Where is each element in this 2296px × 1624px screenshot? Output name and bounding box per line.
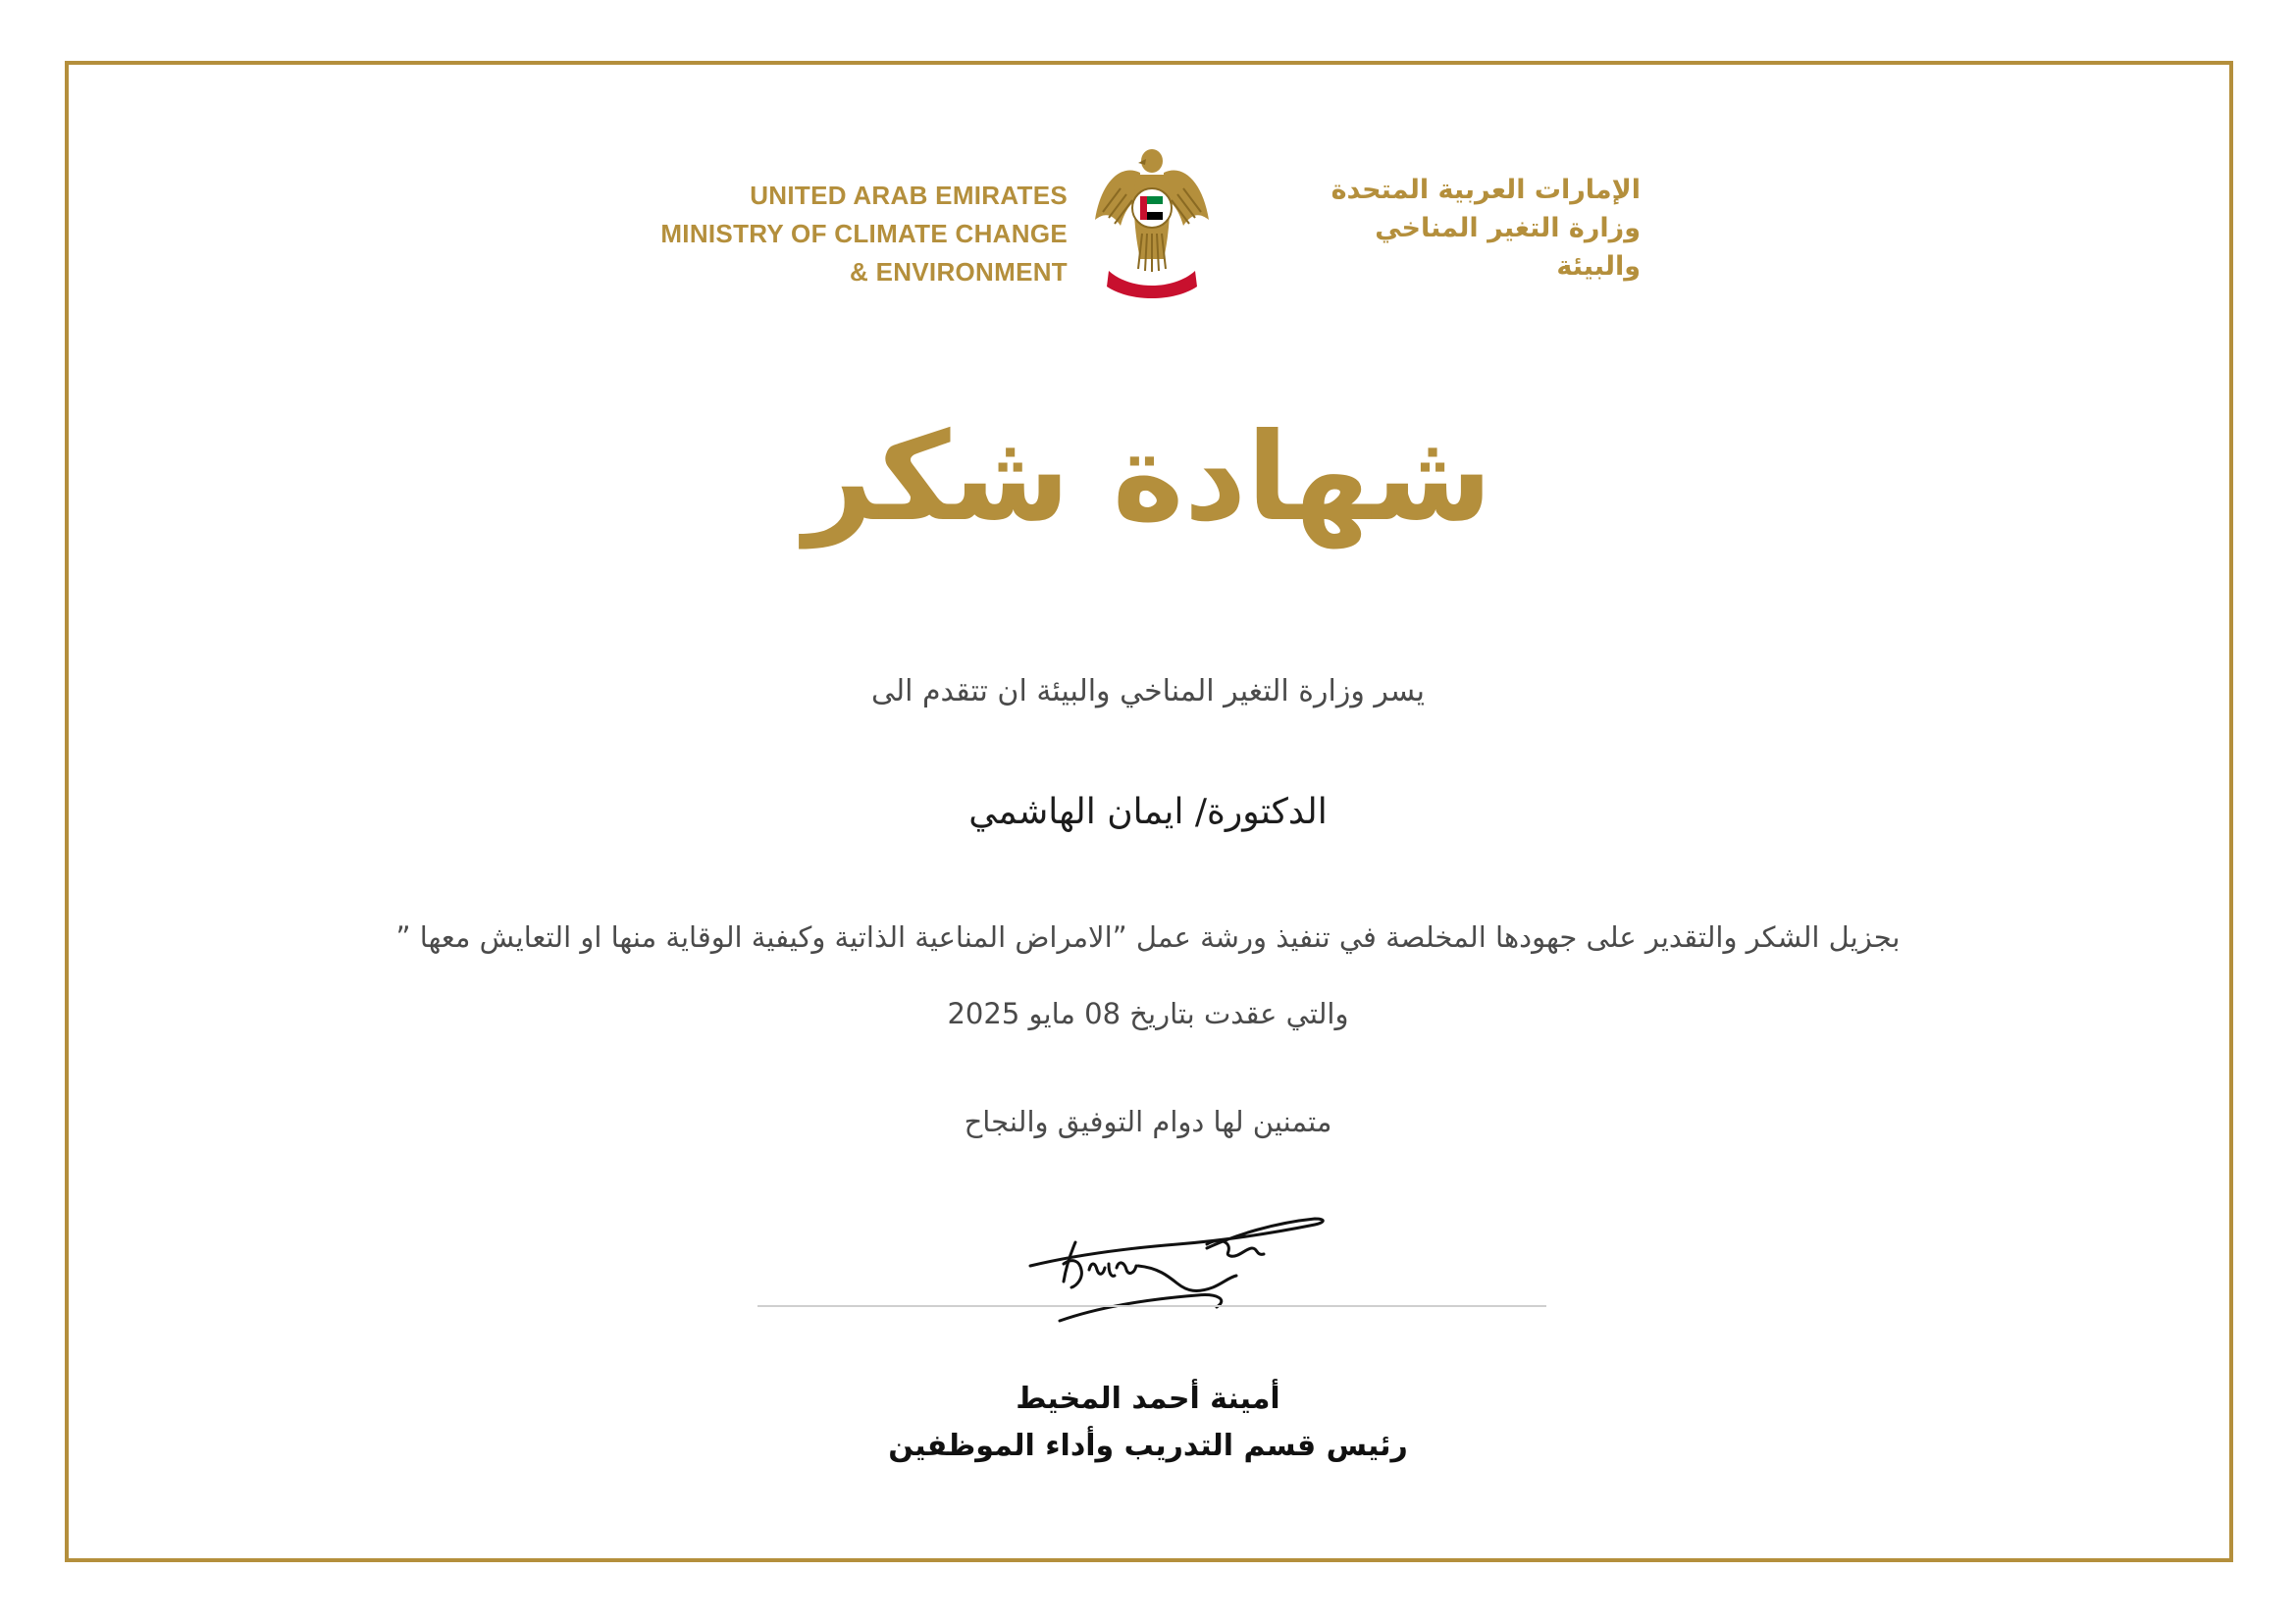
ministry-name-arabic (1238, 171, 1641, 286)
appreciation-text-line-1: بجزيل الشكر والتقدير على جهودها المخلصة في تنفيذ ورشة عمل ”الامراض المناعية الذاتية وكيفية الوقاية منها او التعايش معها ” (395, 920, 1901, 954)
ministry-en-line-1: UNITED ARAB EMIRATES (750, 181, 1068, 210)
ministry-ar-line-3: والبيئة (1556, 251, 1641, 282)
ministry-ar-line-1: الإمارات العربية المتحدة (1331, 175, 1641, 205)
signer-name: أمينة أحمد المخيط (1016, 1382, 1280, 1416)
recipient-name: الدكتورة/ ايمان الهاشمي (968, 792, 1328, 832)
wishes-text: متمنين لها دوام التوفيق والنجاح (964, 1105, 1332, 1138)
ministry-name-english (660, 177, 1068, 291)
handwritten-signature (1020, 1205, 1334, 1333)
uae-emblem-icon (1091, 143, 1213, 300)
ministry-ar-line-2: وزارة التغير المناخي (1375, 213, 1641, 243)
ministry-en-line-3: & ENVIRONMENT (849, 257, 1068, 287)
ministry-en-line-2: MINISTRY OF CLIMATE CHANGE (660, 219, 1068, 248)
intro-text: يسر وزارة التغير المناخي والبيئة ان تتقدم الى (870, 674, 1426, 708)
appreciation-text-line-2: والتي عقدت بتاريخ 08 مايو 2025 (947, 997, 1349, 1030)
signer-title: رئيس قسم التدريب وأداء الموظفين (888, 1429, 1408, 1463)
certificate-title: شهادة شكر (804, 407, 1492, 549)
signature-line (757, 1305, 1546, 1307)
